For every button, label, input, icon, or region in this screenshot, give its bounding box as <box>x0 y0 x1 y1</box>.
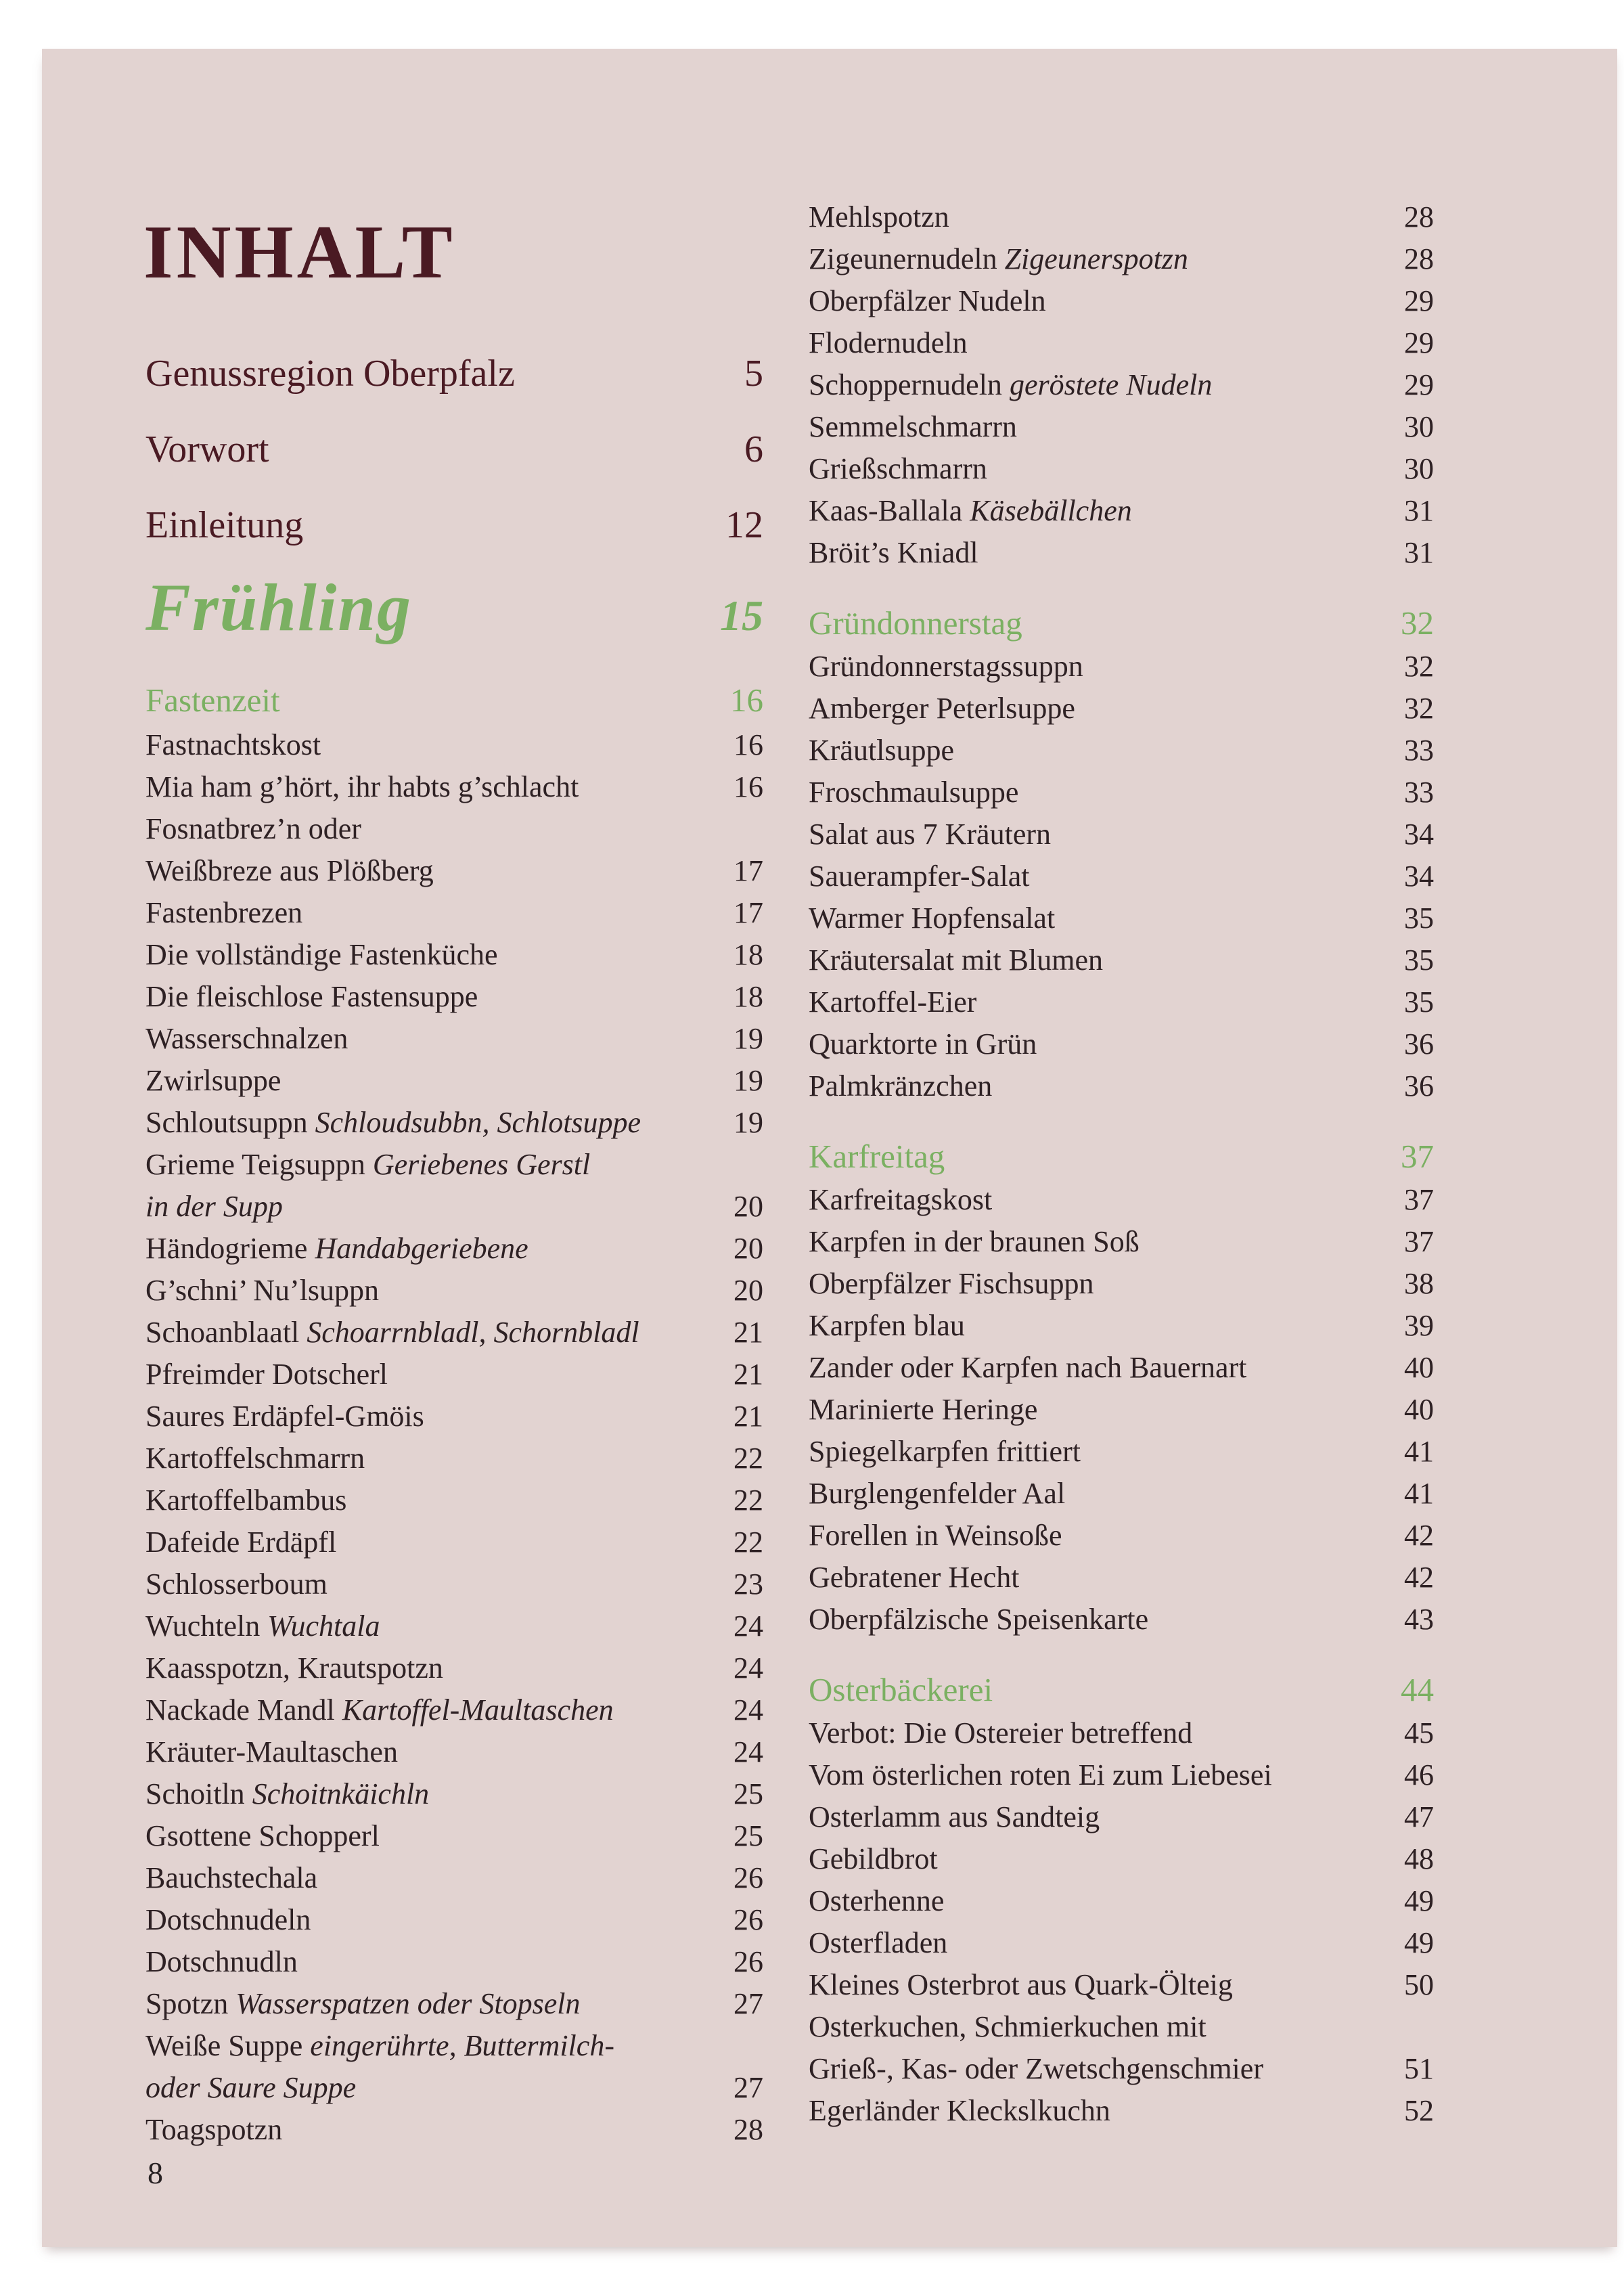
entry-page-number: 42 <box>1404 1519 1434 1552</box>
entry-page-number: 26 <box>734 1945 763 1978</box>
toc-entry <box>145 1605 763 1647</box>
toc-section <box>809 1668 1434 2132</box>
entry-label: Die fleischlose Fastensuppe <box>145 980 478 1013</box>
entry-label: Mehlspotzn <box>809 200 949 233</box>
toc-entry <box>809 532 1434 574</box>
entry-page-number: 33 <box>1404 776 1434 809</box>
entry-page-number: 18 <box>734 938 763 971</box>
entry-page-number: 18 <box>734 980 763 1013</box>
entry-page-number: 43 <box>1404 1603 1434 1636</box>
entry-page-number: 19 <box>734 1106 763 1139</box>
entry-label: Zigeunernudeln Zigeunerspotzn <box>809 242 1188 275</box>
entry-label: Kartoffel-Eier <box>809 985 977 1019</box>
entry-label: Grießschmarrn <box>809 452 987 485</box>
season-header <box>145 567 763 648</box>
entry-label: Vom österlichen roten Ei zum Liebesei <box>809 1758 1272 1791</box>
front-matter-page-number: 12 <box>725 504 763 546</box>
toc-entry <box>809 1305 1434 1347</box>
entry-label: Quarktorte in Grün <box>809 1027 1037 1061</box>
entry-page-number: 29 <box>1404 284 1434 317</box>
entry-page-number: 20 <box>734 1274 763 1307</box>
toc-entry <box>145 850 763 892</box>
entry-label: Froschmaulsuppe <box>809 776 1019 809</box>
entry-label: Gebildbrot <box>809 1842 938 1875</box>
toc-entry <box>809 1473 1434 1515</box>
section-header-label: Karfreitag <box>809 1138 945 1175</box>
toc-entry <box>145 1731 763 1773</box>
toc-entry <box>809 238 1434 280</box>
toc-entry <box>145 2067 763 2109</box>
entry-label: Osterhenne <box>809 1884 945 1917</box>
front-matter-label: Vorwort <box>145 428 269 470</box>
toc-entry <box>145 808 763 850</box>
entry-page-number: 16 <box>734 770 763 803</box>
entry-label: Zander oder Karpfen nach Bauernart <box>809 1351 1247 1384</box>
toc-entry <box>809 1065 1434 1107</box>
front-matter-list <box>145 336 763 563</box>
entry-page-number: 28 <box>734 2113 763 2146</box>
toc-entry <box>145 1312 763 1354</box>
entry-page-number: 34 <box>1404 818 1434 851</box>
toc-entry <box>809 1389 1434 1431</box>
entry-label: Karpfen in der braunen Soß <box>809 1225 1140 1258</box>
entry-label: Kartoffelschmarrn <box>145 1442 365 1475</box>
toc-entry <box>809 939 1434 981</box>
entry-label: Nackade Mandl Kartoffel-Maultaschen <box>145 1693 614 1727</box>
entry-page-number: 49 <box>1404 1884 1434 1917</box>
toc-entry <box>145 1186 763 1228</box>
toc-entry <box>809 448 1434 490</box>
entry-label: Dotschnudln <box>145 1945 298 1978</box>
entry-label: Wuchteln Wuchtala <box>145 1609 380 1643</box>
entry-page-number: 36 <box>1404 1027 1434 1061</box>
entry-label: Sauerampfer-Salat <box>809 860 1030 893</box>
entry-label: Kräuter-Maultaschen <box>145 1735 398 1768</box>
season-page-number: 15 <box>720 592 763 640</box>
entry-label: Semmelschmarrn <box>809 410 1017 443</box>
toc-entry <box>809 1557 1434 1599</box>
toc-entry <box>809 646 1434 688</box>
entry-label: Kleines Osterbrot aus Quark-Ölteig <box>809 1968 1233 2001</box>
toc-entry <box>809 1263 1434 1305</box>
entry-page-number: 21 <box>734 1358 763 1391</box>
entry-page-number: 19 <box>734 1064 763 1097</box>
entry-label: Schlosserboum <box>145 1567 328 1601</box>
toc-entry <box>145 1521 763 1563</box>
entry-label: Pfreimder Dotscherl <box>145 1358 388 1391</box>
entry-page-number: 16 <box>734 728 763 761</box>
section-header-page-number: 32 <box>1401 604 1434 642</box>
entry-page-number: 21 <box>734 1316 763 1349</box>
entry-page-number: 23 <box>734 1567 763 1601</box>
front-matter-label: Genussregion Oberpfalz <box>145 353 515 395</box>
page-title: INHALT <box>143 210 456 295</box>
front-matter-page-number: 6 <box>744 428 763 470</box>
entry-label: Kräutlsuppe <box>809 734 955 767</box>
entry-label: in der Supp <box>145 1190 283 1223</box>
entry-page-number: 28 <box>1404 242 1434 275</box>
entry-page-number: 35 <box>1404 943 1434 977</box>
entry-label: Amberger Peterlsuppe <box>809 692 1075 725</box>
entry-label: Grieme Teigsuppn Geriebenes Gerstl <box>145 1148 591 1181</box>
entry-page-number: 30 <box>1404 452 1434 485</box>
folio-page-number: 8 <box>148 2156 163 2190</box>
toc-entry <box>809 2048 1434 2090</box>
entry-page-number: 19 <box>734 1022 763 1055</box>
toc-entry <box>809 1515 1434 1557</box>
toc-entry <box>145 934 763 976</box>
entry-label: Kaas-Ballala Käsebällchen <box>809 494 1132 527</box>
toc-entry <box>809 1599 1434 1641</box>
toc-entry <box>809 981 1434 1023</box>
toc-entry <box>145 976 763 1018</box>
entry-page-number: 29 <box>1404 326 1434 359</box>
entry-label: Spiegelkarpfen frittiert <box>809 1435 1081 1468</box>
toc-section <box>809 1134 1434 1641</box>
toc-entry <box>145 1773 763 1815</box>
entry-label: Gsottene Schopperl <box>145 1819 380 1852</box>
entry-page-number: 42 <box>1404 1561 1434 1594</box>
entry-label: Karfreitagskost <box>809 1183 993 1216</box>
entry-page-number: 26 <box>734 1903 763 1936</box>
toc-entry <box>809 1023 1434 1065</box>
entry-page-number: 21 <box>734 1400 763 1433</box>
section-header-label: Osterbäckerei <box>809 1671 993 1708</box>
toc-entry <box>809 1796 1434 1838</box>
toc-entry <box>145 2025 763 2067</box>
toc-entry <box>145 1941 763 1983</box>
section-header <box>809 601 1434 646</box>
entry-page-number: 29 <box>1404 368 1434 401</box>
entry-page-number: 27 <box>734 2071 763 2104</box>
toc-entry <box>809 1838 1434 1880</box>
entry-page-number: 31 <box>1404 536 1434 569</box>
toc-entry <box>145 1983 763 2025</box>
entry-label: Mia ham g’hört, ihr habts g’schlacht <box>145 770 579 803</box>
toc-entry <box>809 1431 1434 1473</box>
toc-entry <box>809 280 1434 322</box>
toc-entry <box>145 1438 763 1479</box>
toc-page <box>42 49 1617 2247</box>
toc-entry <box>145 1354 763 1396</box>
toc-entry <box>145 1270 763 1312</box>
entry-page-number: 30 <box>1404 410 1434 443</box>
entry-label: Schoitln Schoitnkäichln <box>145 1777 430 1810</box>
entry-page-number: 33 <box>1404 734 1434 767</box>
entry-page-number: 35 <box>1404 985 1434 1019</box>
entry-page-number: 24 <box>734 1609 763 1643</box>
entry-page-number: 40 <box>1404 1351 1434 1384</box>
toc-entry <box>145 1899 763 1941</box>
toc-entry <box>145 1689 763 1731</box>
entry-label: Oberpfälzer Nudeln <box>809 284 1046 317</box>
entry-label: Warmer Hopfensalat <box>809 901 1056 935</box>
section-header <box>145 678 763 723</box>
entry-label: Verbot: Die Ostereier betreffend <box>809 1716 1193 1750</box>
entry-label: Händogrieme Handabgeriebene <box>145 1232 528 1265</box>
entry-label: Weißbreze aus Plößberg <box>145 854 434 887</box>
entry-label: Toagspotzn <box>145 2113 283 2146</box>
entry-label: oder Saure Suppe <box>145 2071 357 2104</box>
entry-label: Weiße Suppe eingerührte, Buttermilch- <box>145 2029 614 2062</box>
toc-entry <box>145 1396 763 1438</box>
entry-page-number: 47 <box>1404 1800 1434 1833</box>
toc-entry <box>809 2090 1434 2132</box>
entry-label: Grieß-, Kas- oder Zwetschgenschmier <box>809 2052 1263 2085</box>
entry-label: Bauchstechala <box>145 1861 318 1894</box>
entry-label: Flodernudeln <box>809 326 968 359</box>
entry-label: Osterlamm aus Sandteig <box>809 1800 1100 1833</box>
toc-entry <box>145 1563 763 1605</box>
toc-entry <box>145 1479 763 1521</box>
entry-label: G’schni’ Nu’lsuppn <box>145 1274 380 1307</box>
season-label: Frühling <box>145 570 413 645</box>
toc-entry <box>809 364 1434 406</box>
toc-entry <box>809 814 1434 855</box>
entry-label: Bröit’s Kniadl <box>809 536 978 569</box>
toc-entry <box>145 766 763 808</box>
toc-entry <box>145 1228 763 1270</box>
entry-label: Saures Erdäpfel-Gmöis <box>145 1400 424 1433</box>
entry-label: Schoppernudeln geröstete Nudeln <box>809 368 1213 401</box>
toc-entry <box>809 1712 1434 1754</box>
entry-label: Fastnachtskost <box>145 728 321 761</box>
entry-label: Dotschnudeln <box>145 1903 311 1936</box>
toc-entry <box>145 724 763 766</box>
toc-entry <box>145 1102 763 1144</box>
entry-page-number: 17 <box>734 854 763 887</box>
entry-label: Burglengenfelder Aal <box>809 1477 1066 1510</box>
toc-entry <box>809 1754 1434 1796</box>
toc-entry <box>809 1922 1434 1964</box>
entry-page-number: 27 <box>734 1987 763 2020</box>
section-header <box>809 1134 1434 1179</box>
entry-page-number: 25 <box>734 1777 763 1810</box>
entry-page-number: 25 <box>734 1819 763 1852</box>
entry-page-number: 28 <box>1404 200 1434 233</box>
entry-page-number: 20 <box>734 1232 763 1265</box>
toc-entry <box>145 1815 763 1857</box>
entry-page-number: 40 <box>1404 1393 1434 1426</box>
entry-page-number: 22 <box>734 1526 763 1559</box>
entry-page-number: 51 <box>1404 2052 1434 2085</box>
toc-entry <box>145 2109 763 2151</box>
entry-label: Osterfladen <box>809 1926 948 1959</box>
entry-label: Gründonnerstagssuppn <box>809 650 1083 683</box>
entry-page-number: 24 <box>734 1735 763 1768</box>
toc-entry <box>145 1144 763 1186</box>
entry-page-number: 48 <box>1404 1842 1434 1875</box>
entry-label: Osterkuchen, Schmierkuchen mit <box>809 2010 1206 2043</box>
entry-page-number: 39 <box>1404 1309 1434 1342</box>
entry-page-number: 26 <box>734 1861 763 1894</box>
toc-entry <box>809 1179 1434 1221</box>
entry-label: Karpfen blau <box>809 1309 965 1342</box>
entry-page-number: 38 <box>1404 1267 1434 1300</box>
toc-entry <box>145 892 763 934</box>
toc-entry <box>809 406 1434 448</box>
entry-page-number: 17 <box>734 896 763 929</box>
toc-section <box>809 196 1434 574</box>
toc-entry <box>809 1347 1434 1389</box>
toc-entry <box>145 1018 763 1060</box>
entry-label: Schoanblaatl Schoarrnbladl, Schornbladl <box>145 1316 639 1349</box>
entry-label: Oberpfälzische Speisenkarte <box>809 1603 1149 1636</box>
toc-entry <box>145 1647 763 1689</box>
section-header <box>809 1668 1434 1712</box>
toc-entry <box>809 855 1434 897</box>
entry-label: Schloutsuppn Schloudsubbn, Schlotsuppe <box>145 1106 641 1139</box>
entry-page-number: 24 <box>734 1693 763 1727</box>
toc-entry <box>809 730 1434 772</box>
entry-label: Marinierte Heringe <box>809 1393 1038 1426</box>
entry-page-number: 22 <box>734 1442 763 1475</box>
toc-entry <box>145 1060 763 1102</box>
front-matter-page-number: 5 <box>744 353 763 395</box>
entry-label: Dafeide Erdäpfl <box>145 1526 337 1559</box>
entry-label: Salat aus 7 Kräutern <box>809 818 1051 851</box>
entry-page-number: 37 <box>1404 1225 1434 1258</box>
front-matter-entry <box>145 336 763 411</box>
entry-page-number: 49 <box>1404 1926 1434 1959</box>
entry-page-number: 32 <box>1404 650 1434 683</box>
toc-entry <box>809 772 1434 814</box>
entry-label: Oberpfälzer Fischsuppn <box>809 1267 1094 1300</box>
entry-page-number: 36 <box>1404 1069 1434 1103</box>
entry-label: Zwirlsuppe <box>145 1064 281 1097</box>
entry-label: Fosnatbrez’n oder <box>145 812 361 845</box>
front-matter-entry <box>145 487 763 563</box>
entry-page-number: 35 <box>1404 901 1434 935</box>
front-matter-entry <box>145 411 763 487</box>
entry-page-number: 32 <box>1404 692 1434 725</box>
entry-page-number: 31 <box>1404 494 1434 527</box>
section-header-label: Gründonnerstag <box>809 604 1022 642</box>
section-header-label: Fastenzeit <box>145 682 280 719</box>
entry-label: Kartoffelbambus <box>145 1484 347 1517</box>
toc-entry <box>809 1964 1434 2006</box>
right-column <box>809 196 1434 2132</box>
left-column <box>145 678 763 2151</box>
entry-page-number: 41 <box>1404 1435 1434 1468</box>
toc-entry <box>809 1880 1434 1922</box>
section-header-page-number: 37 <box>1401 1138 1434 1175</box>
entry-label: Gebratener Hecht <box>809 1561 1020 1594</box>
entry-page-number: 37 <box>1404 1183 1434 1216</box>
entry-label: Die vollständige Fastenküche <box>145 938 498 971</box>
entry-page-number: 50 <box>1404 1968 1434 2001</box>
toc-entry <box>809 688 1434 730</box>
entry-page-number: 34 <box>1404 860 1434 893</box>
front-matter-label: Einleitung <box>145 504 304 546</box>
entry-page-number: 24 <box>734 1651 763 1685</box>
entry-label: Palmkränzchen <box>809 1069 993 1103</box>
entry-label: Kaasspotzn, Krautspotzn <box>145 1651 443 1685</box>
toc-section <box>145 678 763 2151</box>
section-header-page-number: 16 <box>730 682 763 719</box>
section-header-page-number: 44 <box>1401 1671 1434 1708</box>
toc-entry <box>145 1857 763 1899</box>
entry-page-number: 45 <box>1404 1716 1434 1750</box>
entry-label: Spotzn Wasserspatzen oder Stopseln <box>145 1987 581 2020</box>
entry-page-number: 46 <box>1404 1758 1434 1791</box>
entry-label: Kräutersalat mit Blumen <box>809 943 1103 977</box>
toc-entry <box>809 322 1434 364</box>
toc-entry <box>809 2006 1434 2048</box>
entry-label: Wasserschnalzen <box>145 1022 348 1055</box>
toc-entry <box>809 897 1434 939</box>
entry-page-number: 41 <box>1404 1477 1434 1510</box>
entry-label: Egerländer Kleckslkuchn <box>809 2094 1110 2127</box>
toc-section <box>809 601 1434 1107</box>
toc-entry <box>809 490 1434 532</box>
toc-entry <box>809 196 1434 238</box>
toc-entry <box>809 1221 1434 1263</box>
entry-page-number: 20 <box>734 1190 763 1223</box>
entry-page-number: 52 <box>1404 2094 1434 2127</box>
entry-page-number: 22 <box>734 1484 763 1517</box>
entry-label: Forellen in Weinsoße <box>809 1519 1062 1552</box>
entry-label: Fastenbrezen <box>145 896 303 929</box>
